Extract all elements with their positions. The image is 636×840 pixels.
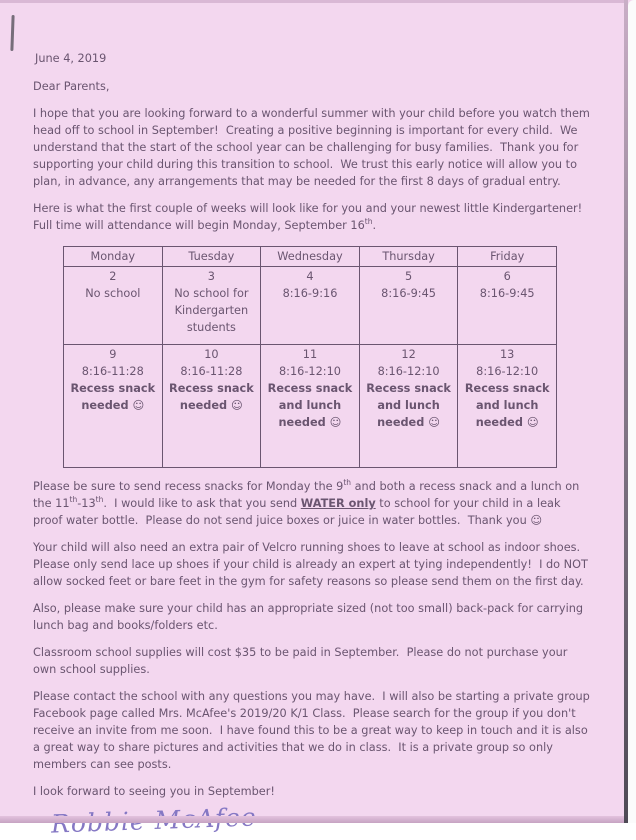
paragraph — [33, 539, 590, 590]
text-run: Please be sure to send recess snacks for Monday the 9 — [33, 480, 344, 493]
cell-line: 3 — [207, 270, 215, 283]
cell-line: 8:16-12:10 — [278, 365, 341, 378]
intro-paragraphs — [33, 105, 594, 234]
cell-line: 5 — [404, 270, 413, 283]
schedule-cell — [359, 267, 458, 345]
letter-salutation: Dear Parents, — [33, 80, 110, 93]
text-run: -13 — [77, 497, 96, 510]
day-header: Thursday — [359, 247, 458, 267]
text-run: . — [372, 219, 377, 232]
text-run: to school for your child in a leak proof water bottle. Please do not send juice boxes or juice in water bottles. Thank you ☺ — [33, 497, 565, 527]
cell-line: Recess snack and lunch needed ☺ — [267, 382, 353, 429]
paragraph — [33, 105, 594, 190]
emphasis-text: WATER only — [300, 497, 376, 510]
schedule-cell — [64, 267, 163, 345]
schedule-cell — [162, 345, 261, 468]
day-header: Wednesday — [261, 247, 360, 267]
cell-line: 8:16-11:28 — [81, 365, 144, 378]
schedule-row — [64, 267, 557, 345]
schedule-cell — [261, 267, 360, 345]
cell-line: 2 — [109, 270, 117, 283]
scan-edge-white — [628, 0, 636, 823]
text-run: th — [364, 217, 373, 227]
paragraph — [33, 478, 590, 529]
text-run: I hope that you are looking forward to a wonderful summer with your child before you watch them head off to school in September! Creating a positive beginning is important for every child. We understand that the start of the school year can be challenging for busy families. Thank you for supporting your child during this transition to school. We trust this early notice will allow you to plan, in advance, any arrangements that may be needed for the first 8 days of gradual entry. — [33, 107, 594, 188]
cell-line: 11 — [302, 348, 318, 361]
day-header: Monday — [64, 247, 163, 267]
letter-content — [33, 0, 594, 836]
schedule-header-row — [64, 247, 557, 267]
schedule-table — [63, 246, 557, 468]
cell-line: No school — [85, 287, 141, 300]
schedule-row — [64, 345, 557, 468]
cell-line: 8:16-11:28 — [180, 365, 243, 378]
text-run: . I would like to ask that you send — [103, 497, 301, 510]
scan-edge-top — [0, 0, 624, 3]
text-run: th — [95, 495, 104, 505]
cell-line: No school for Kindergarten students — [174, 287, 249, 334]
schedule-cell — [162, 267, 261, 345]
scan-edge-bottom — [0, 816, 624, 823]
schedule-cell — [261, 345, 360, 468]
day-header: Tuesday — [162, 247, 261, 267]
cell-line: Recess snack and lunch needed ☺ — [366, 382, 451, 429]
cell-line: 8:16-9:16 — [282, 287, 338, 300]
pen-mark — [10, 15, 14, 51]
closing-text: I look forward to seeing you in September! — [33, 785, 275, 798]
text-run: th — [343, 478, 352, 488]
cell-line: Recess snack needed ☺ — [70, 382, 156, 412]
text-run: Here is what the first couple of weeks will look like for you and your newest little Kindergartener! Full time will attendance will begin Monday, September 16 — [33, 202, 590, 232]
cell-line: 12 — [401, 348, 416, 361]
day-header: Friday — [458, 247, 557, 267]
paragraph — [33, 600, 590, 634]
cell-line: Recess snack needed ☺ — [169, 382, 254, 412]
schedule-cell — [64, 345, 163, 468]
paragraph — [33, 644, 590, 678]
cell-line: 9 — [109, 348, 117, 361]
cell-line: 4 — [306, 270, 314, 283]
paragraph — [33, 688, 594, 773]
text-run: Your child will also need an extra pair of Velcro running shoes to leave at school as indoor shoes. Please only send lace up shoes if your child is already an expert at tying independently! I do NOT allow socked feet or bare feet in the gym for safety reasons so please send them on the first day. — [33, 541, 592, 588]
cell-line: 8:16-9:45 — [479, 287, 535, 300]
paragraph — [33, 200, 590, 234]
schedule-cell — [359, 345, 458, 468]
cell-line: Recess snack and lunch needed ☺ — [464, 382, 550, 429]
text-run: th — [69, 495, 78, 505]
text-run: and both a recess snack and a lunch on the 11 — [33, 480, 583, 510]
schedule-cell — [458, 345, 557, 468]
cell-line: 8:16-9:45 — [381, 287, 436, 300]
cell-line: 8:16-12:10 — [377, 365, 440, 378]
text-run: Please contact the school with any questions you may have. I will also be starting a private group Facebook page called Mrs. McAfee's 2019/20 K/1 Class. Please search for the group if you don't receive an invite from me soon. I have found this to be a great way to keep in touch and it is also a great way to share pictures and activities that we do in class. It is a private group so only members can see posts. — [33, 690, 594, 771]
cell-line: 13 — [500, 348, 515, 361]
cell-line: 10 — [204, 348, 219, 361]
text-run: Classroom school supplies will cost $35 to be paid in September. Please do not purchase your own school supplies. — [33, 646, 572, 676]
cell-line: 8:16-12:10 — [476, 365, 539, 378]
letter-date: June 4, 2019 — [35, 52, 107, 65]
cell-line: 6 — [503, 270, 511, 283]
text-run: Also, please make sure your child has an appropriate sized (not too small) back-pack for carrying lunch bag and books/folders etc. — [33, 602, 587, 632]
body-paragraphs — [33, 478, 594, 773]
schedule-cell — [458, 267, 557, 345]
